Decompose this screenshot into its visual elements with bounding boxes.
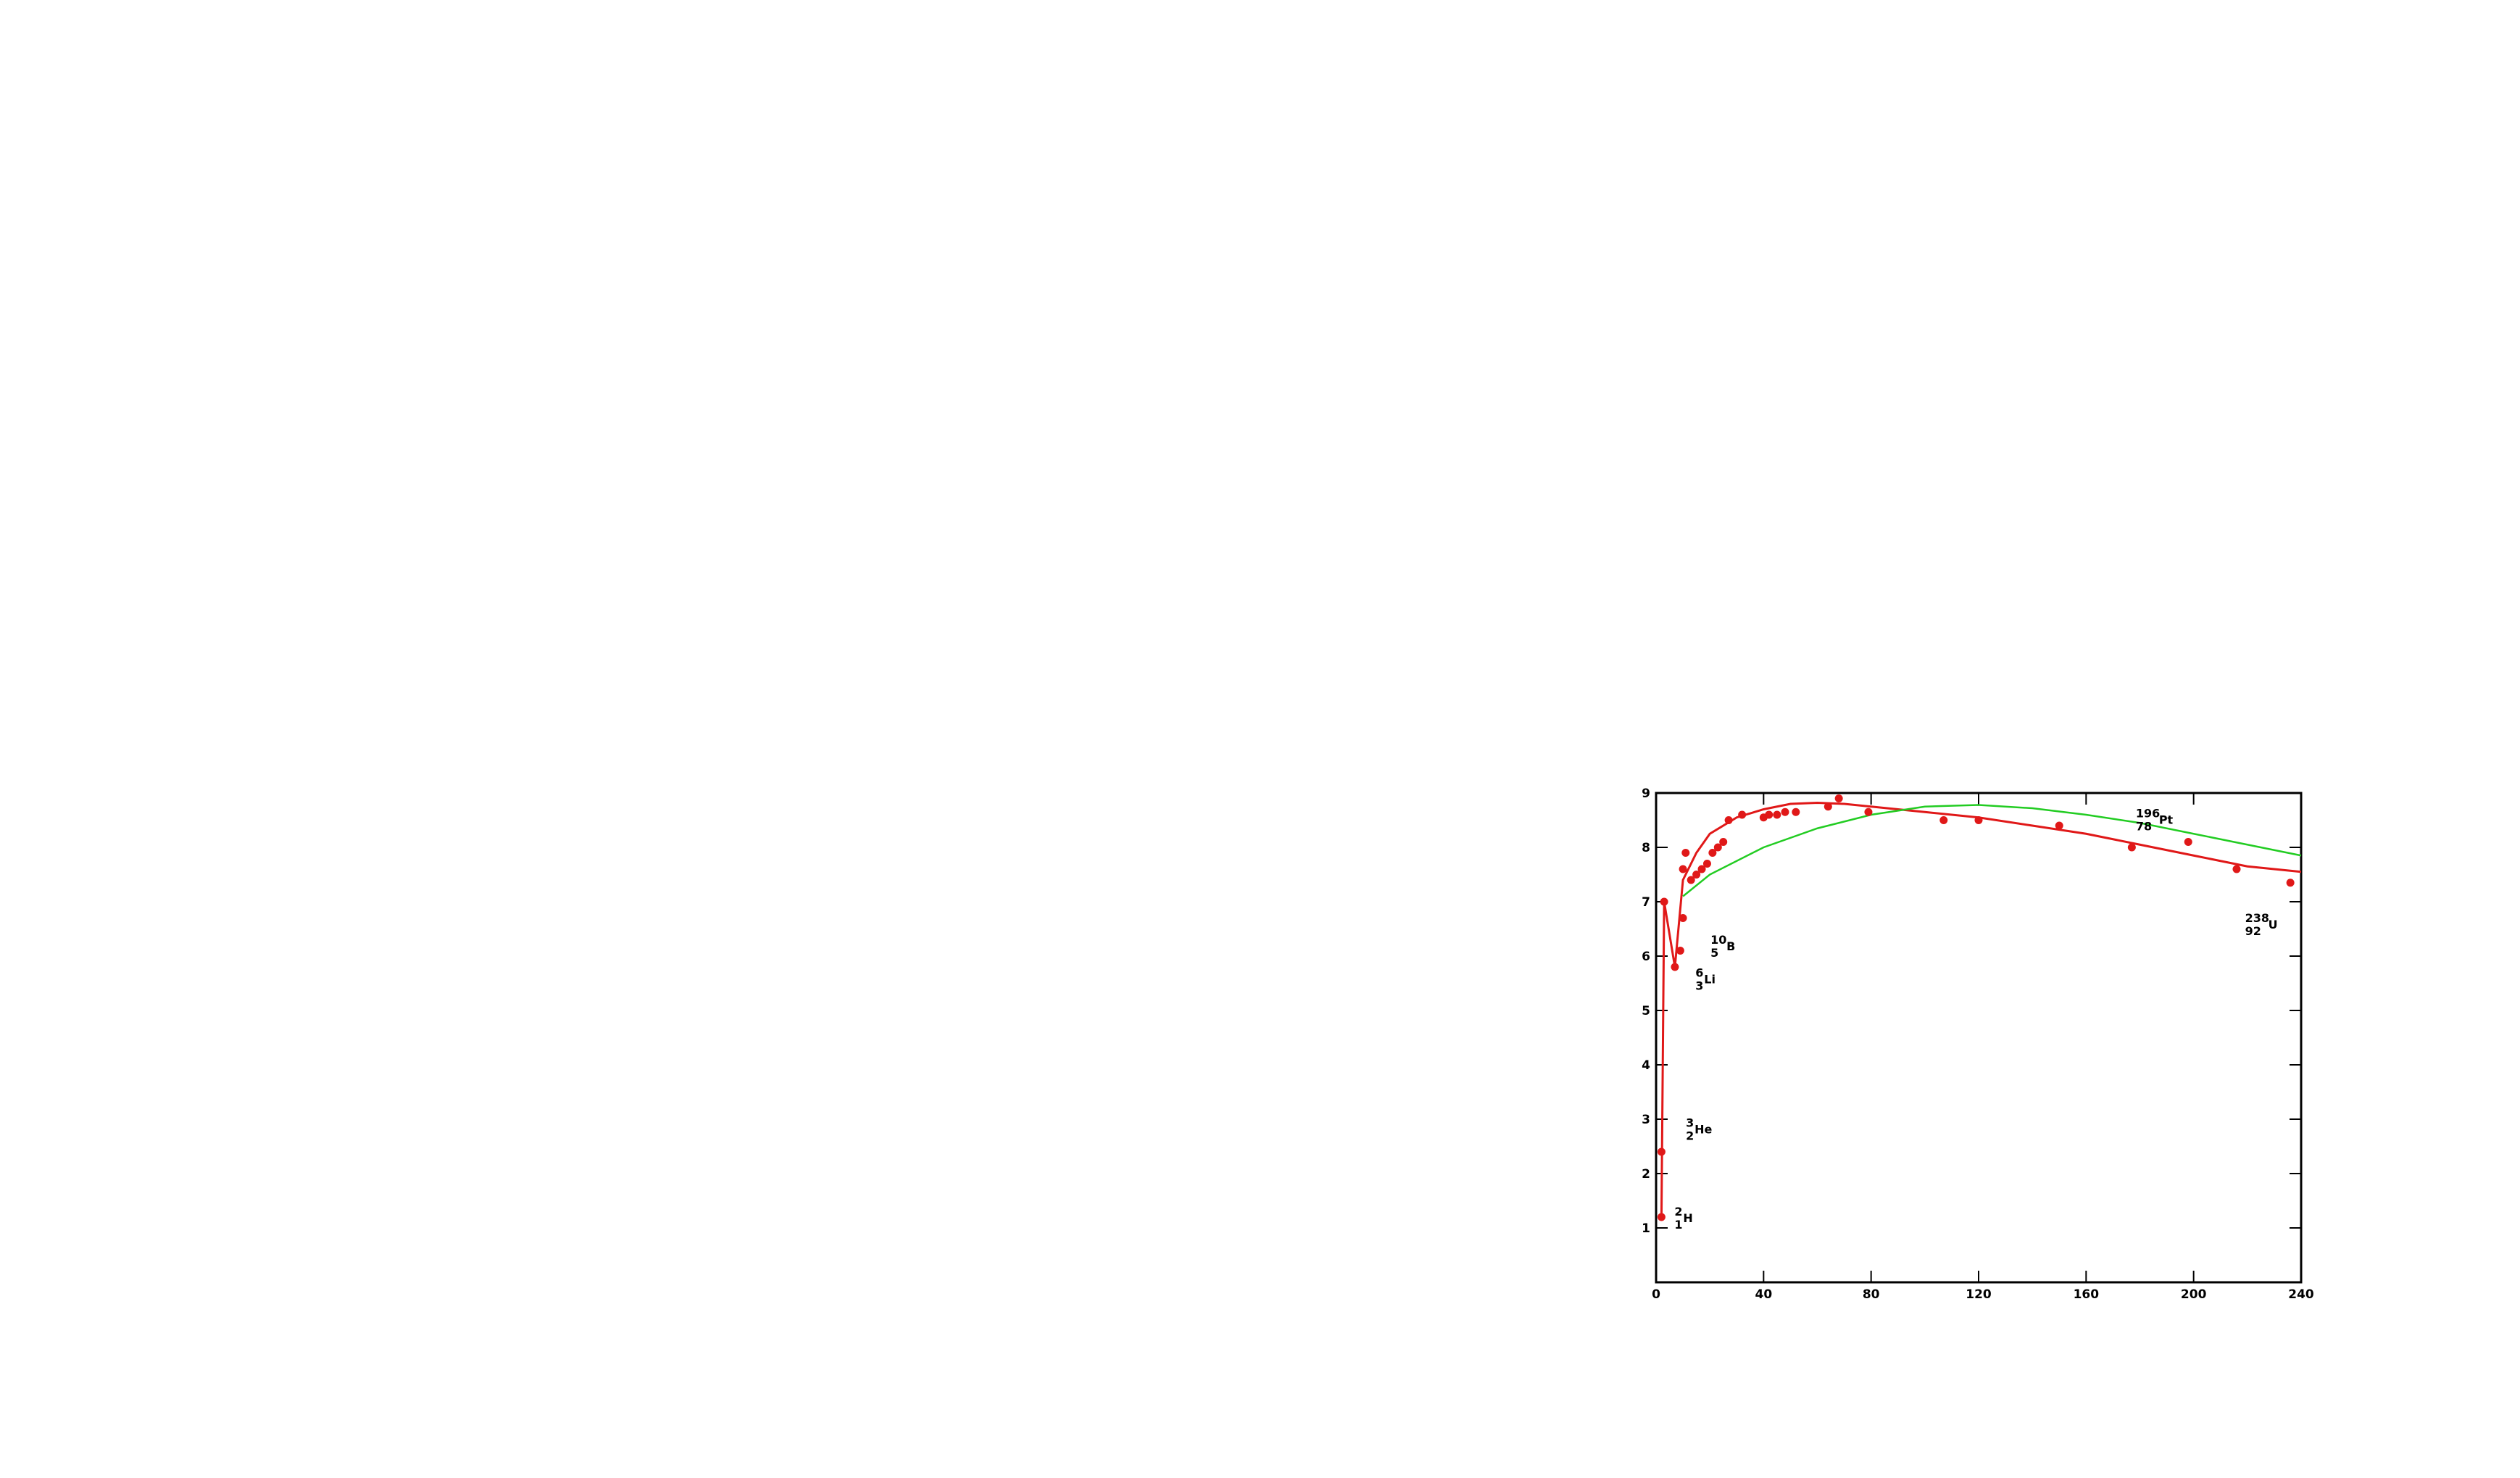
y-tick-label: 7	[1642, 894, 1650, 910]
data-point	[1671, 963, 1679, 971]
data-point	[1765, 811, 1773, 819]
atomic-number: 92	[2245, 924, 2261, 938]
data-point	[1781, 808, 1789, 816]
data-point	[1835, 794, 1843, 802]
nuclide-label-h	[1674, 1205, 1692, 1232]
data-point	[1725, 816, 1733, 824]
data-point	[2287, 879, 2295, 887]
data-point	[1864, 808, 1872, 816]
data-point	[1738, 811, 1746, 819]
main-source-citation	[239, 1308, 1471, 1345]
y-tick-label: 8	[1642, 840, 1650, 855]
y-tick-label: 2	[1642, 1166, 1650, 1182]
main-chart	[159, 116, 1580, 1211]
element-symbol: Pt	[2158, 813, 2174, 827]
x-tick-label: 240	[2288, 1287, 2314, 1302]
data-point	[1719, 838, 1727, 846]
x-tick-label: 120	[1966, 1287, 1992, 1302]
mass-number: 238	[2245, 911, 2269, 925]
data-point	[1676, 947, 1684, 955]
mass-number: 3	[1686, 1116, 1694, 1130]
data-point	[1703, 860, 1711, 868]
element-symbol: U	[2268, 918, 2278, 931]
element-symbol: He	[1694, 1122, 1713, 1137]
nuclide-label-li	[1695, 966, 1716, 993]
data-point	[2128, 844, 2136, 852]
data-point	[1824, 802, 1832, 810]
top-right-chart	[1627, 91, 2323, 627]
data-point	[1679, 865, 1687, 873]
y-tick-label: 9	[1642, 786, 1650, 801]
data-point	[1681, 849, 1689, 857]
data-point	[1658, 1148, 1666, 1156]
data-point	[2184, 838, 2192, 846]
mass-number: 10	[1710, 933, 1727, 947]
y-tick-label: 1	[1642, 1221, 1650, 1236]
y-tick-label: 3	[1642, 1112, 1650, 1127]
current-curve	[1661, 803, 2301, 1218]
data-point	[1792, 808, 1800, 816]
top-right-source-citation	[1681, 679, 2334, 697]
mass-number: 6	[1695, 966, 1704, 980]
y-tick-label: 6	[1642, 949, 1650, 964]
mass-number: 196	[2135, 806, 2161, 821]
atomic-number: 1	[1674, 1218, 1683, 1232]
y-tick-label: 4	[1642, 1058, 1650, 1073]
data-point	[1679, 914, 1687, 922]
data-point	[1773, 811, 1781, 819]
nuclide-label-he	[1686, 1116, 1712, 1143]
element-symbol: Li	[1704, 972, 1716, 987]
x-tick-label: 40	[1755, 1287, 1773, 1302]
atomic-number: 5	[1710, 946, 1719, 960]
data-point	[1939, 816, 1947, 824]
bottom-right-chart	[1627, 783, 2323, 1319]
data-point	[1660, 898, 1668, 906]
nuclide-label-u	[2245, 911, 2278, 938]
x-tick-label: 160	[2073, 1287, 2100, 1302]
x-tick-label: 200	[2180, 1287, 2207, 1302]
y-tick-label: 5	[1642, 1003, 1650, 1018]
atomic-number: 3	[1695, 979, 1704, 993]
element-symbol: B	[1726, 939, 1736, 953]
data-point	[2233, 865, 2241, 873]
data-point	[1975, 816, 1983, 824]
data-point	[2055, 822, 2063, 830]
atomic-number: 78	[2135, 819, 2153, 834]
plot-frame	[1656, 793, 2301, 1282]
bottom-right-source-citation	[1681, 1367, 2334, 1385]
x-tick-label: 80	[1862, 1287, 1880, 1302]
x-tick-label: 0	[1652, 1287, 1660, 1302]
element-symbol: H	[1683, 1211, 1693, 1225]
atomic-number: 2	[1686, 1129, 1694, 1143]
data-point	[1658, 1213, 1666, 1221]
nuclide-label-b	[1710, 933, 1735, 960]
mass-number: 2	[1674, 1205, 1683, 1218]
